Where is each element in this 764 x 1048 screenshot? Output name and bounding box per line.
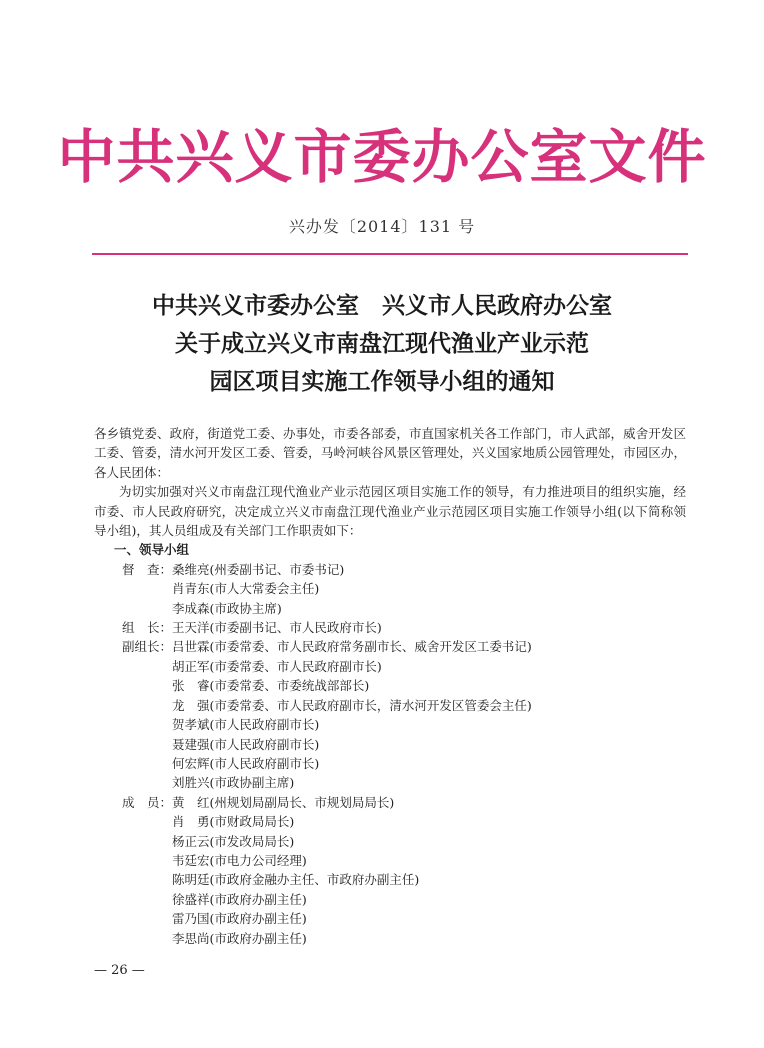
member-role (94, 676, 172, 695)
member-name: 何宏辉(市人民政府副市长) (172, 755, 320, 771)
member-role (94, 870, 172, 889)
member-row (94, 812, 686, 831)
member-name: 雷乃国(市政府办副主任) (172, 911, 307, 927)
member-role (94, 832, 172, 851)
member-role (94, 715, 172, 734)
member-row (94, 890, 686, 909)
member-role (94, 812, 172, 831)
member-role (94, 929, 172, 948)
title-line: 园区项目实施工作领导小组的通知 (209, 368, 555, 395)
member-role (94, 735, 172, 754)
member-name: 徐盛祥(市政府办副主任) (172, 891, 307, 907)
section-heading: 一、领导小组 (114, 542, 190, 558)
member-role: 副组长： (121, 639, 172, 655)
member-row (94, 754, 686, 773)
member-row (94, 851, 686, 870)
member-name: 桑维亮(州委副书记、市委书记) (172, 561, 345, 577)
member-name: 刘胜兴(市政协副主席) (172, 775, 295, 791)
member-row (94, 793, 686, 812)
member-row (94, 579, 686, 598)
title-line: 中共兴义市委办公室 兴义市人民政府办公室 (152, 292, 612, 319)
member-row (94, 909, 686, 928)
member-role (94, 579, 172, 598)
member-name: 杨正云(市发改局局长) (172, 833, 295, 849)
member-row (94, 773, 686, 792)
member-row (94, 735, 686, 754)
member-row (94, 657, 686, 676)
member-name: 龙 强(市委常委、市人民政府副市长，清水河开发区管委会主任) (172, 697, 532, 713)
member-role (94, 599, 172, 618)
member-role (94, 773, 172, 792)
member-role (94, 657, 172, 676)
member-name: 肖青东(市人大常委会主任) (172, 581, 320, 597)
member-name: 韦廷宏(市电力公司经理) (172, 852, 307, 868)
addressee-paragraph: 各乡镇党委、政府，街道党工委、办事处，市委各部委，市直国家机关各工作部门，市人武部，威舍开发区工委、管委，清水河开发区工委、管委，马岭河峡谷风景区管理处，兴义国家地质公园管理处，市园区办，各人民团体： (94, 426, 686, 480)
member-role (94, 909, 172, 928)
member-name: 王天洋(市委副书记、市人民政府市长) (172, 620, 382, 636)
member-row (94, 929, 686, 948)
member-name: 聂建强(市人民政府副市长) (172, 736, 320, 752)
member-role (94, 851, 172, 870)
title-line: 关于成立兴义市南盘江现代渔业产业示范 (175, 330, 589, 357)
member-row (94, 637, 686, 656)
member-name: 李成森(市政协主席) (172, 600, 282, 616)
page-number: — 26 — (94, 963, 145, 978)
member-name: 张 睿(市委常委、市委统战部部长) (172, 678, 370, 694)
member-name: 贺孝斌(市人民政府副市长) (172, 717, 320, 733)
member-row (94, 618, 686, 637)
member-row (94, 696, 686, 715)
member-row (94, 599, 686, 618)
member-role (94, 754, 172, 773)
member-name: 胡正军(市委常委、市人民政府副市长) (172, 658, 382, 674)
document-number: 兴办发〔2014〕131 号 (288, 217, 476, 236)
member-name: 陈明廷(市政府金融办主任、市政府办副主任) (172, 872, 420, 888)
member-list (94, 560, 686, 948)
member-row (94, 870, 686, 889)
member-row (94, 715, 686, 734)
member-role: 成 员： (121, 794, 172, 810)
member-role: 督 查： (121, 561, 172, 577)
intro-paragraph: 为切实加强对兴义市南盘江现代渔业产业示范园区项目实施工作的领导，有力推进项目的组织实施，经市委、市人民政府研究，决定成立兴义市南盘江现代渔业产业示范园区项目实施工作领导小组(以下简称领导小组)，其人员组成及有关部门工作职责如下： (94, 484, 686, 539)
notice-body (94, 424, 686, 948)
member-row (94, 676, 686, 695)
member-role (94, 696, 172, 715)
header-divider (92, 253, 688, 255)
member-name: 肖 勇(市财政局局长) (172, 814, 295, 830)
member-name: 吕世霖(市委常委、市人民政府常务副市长、威舍开发区工委书记) (172, 639, 532, 655)
member-row (94, 560, 686, 579)
member-role: 组 长： (121, 620, 172, 636)
document-agency-title: 中共兴义市委办公室文件 (57, 123, 707, 191)
member-row (94, 832, 686, 851)
member-role (94, 890, 172, 909)
notice-title (0, 287, 764, 401)
member-name: 李思尚(市政府办副主任) (172, 930, 307, 946)
member-name: 黄 红(州规划局副局长、市规划局局长) (172, 794, 395, 810)
